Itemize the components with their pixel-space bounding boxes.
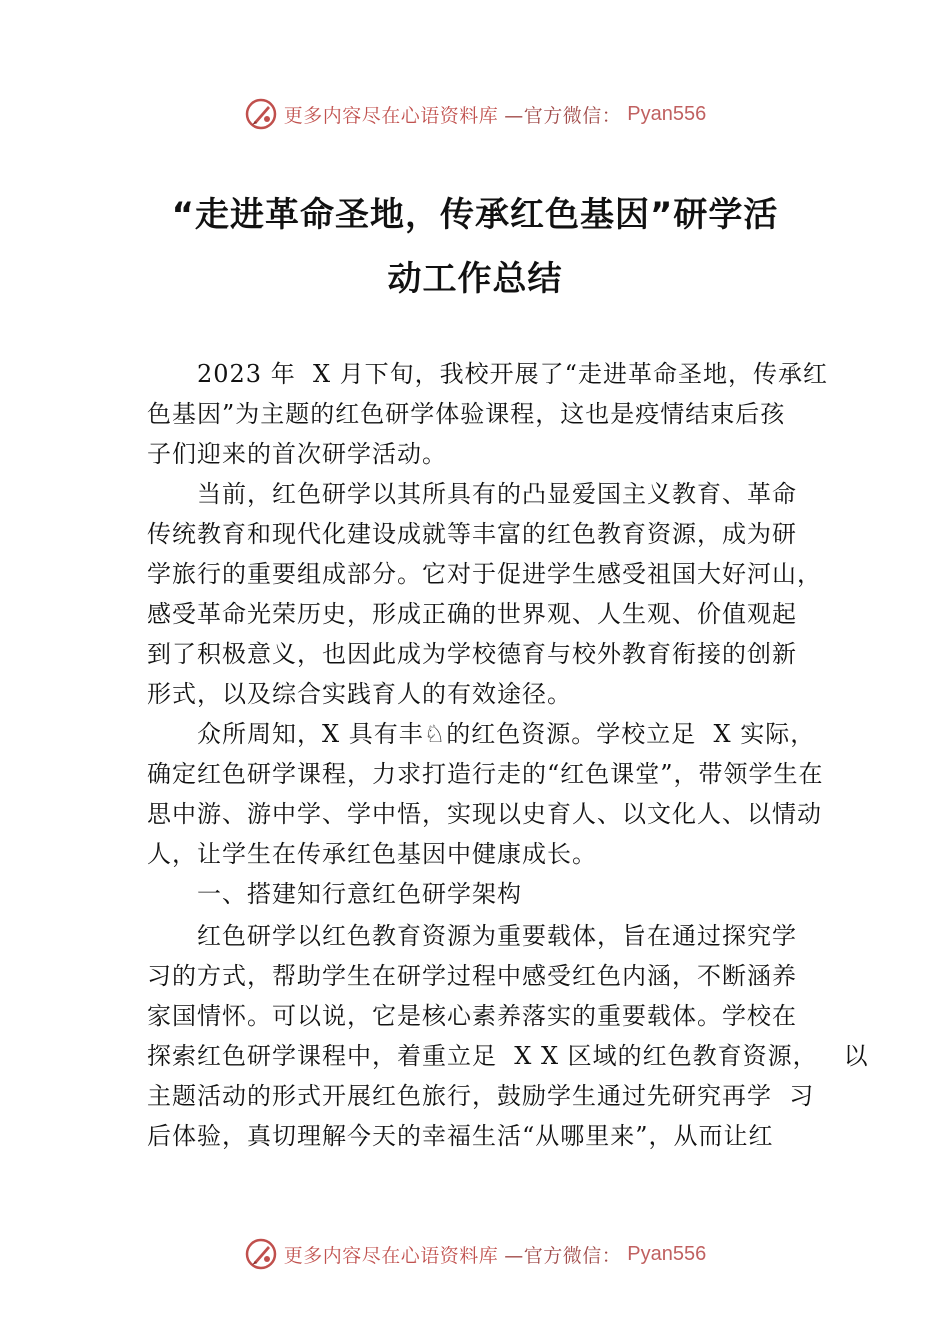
pen-logo-icon — [244, 1237, 278, 1271]
title-line-2: 动工作总结 — [387, 259, 563, 299]
body-line: 后体验，真切理解今天的幸福生活“从哪里来”，从而让红 — [147, 1122, 774, 1150]
body-line: 子们迎来的首次研学活动。 — [147, 440, 447, 468]
section-heading: 一、搭建知行意红色研学架构 — [147, 880, 522, 908]
body-line: 探索红色研学课程中，着重立足 X X 区域的红色教育资源， 以 — [147, 1042, 869, 1070]
body-line: 形式，以及综合实践育人的有效途径。 — [147, 680, 572, 708]
body-line: 确定红色研学课程，力求打造行走的“红色课堂”，带领学生在 — [147, 760, 824, 788]
watermark-brand: 更多内容尽在心语资料库 — [283, 104, 499, 127]
watermark-wechat-id: Pyan556 — [627, 102, 707, 125]
pen-logo-icon — [244, 97, 278, 131]
body-line: 感受革命光荣历史，形成正确的世界观、人生观、价值观起 — [147, 600, 797, 628]
body-line: 众所周知，X 具有丰♘的红色资源。学校立足 X 实际， — [147, 720, 816, 748]
watermark-wechat-label: —官方微信： — [504, 1244, 622, 1267]
body-line: 习的方式，帮助学生在研学过程中感受红色内涵，不断涵养 — [147, 962, 797, 990]
body-line: 当前，红色研学以其所具有的凸显爱国主义教育、革命 — [147, 480, 797, 508]
watermark-wechat-id: Pyan556 — [627, 1242, 707, 1265]
body-line: 色基因”为主题的红色研学体验课程，这也是疫情结束后孩 — [147, 400, 786, 428]
watermark-brand: 更多内容尽在心语资料库 — [283, 1244, 499, 1267]
body-line: 红色研学以红色教育资源为重要载体，旨在通过探究学 — [147, 922, 797, 950]
watermark-banner-bottom — [0, 1234, 950, 1274]
body-line: 思中游、游中学、学中悟，实现以史育人、以文化人、以情动 — [147, 800, 822, 828]
body-line: 到了积极意义，也因此成为学校德育与校外教育衔接的创新 — [147, 640, 797, 668]
title-line-1: “走进革命圣地，传承红色基因”研学活 — [171, 195, 779, 235]
body-line: 2023 年 X 月下旬，我校开展了“走进革命圣地，传承红 — [147, 360, 828, 388]
body-line: 主题活动的形式开展红色旅行，鼓励学生通过先研究再学 习 — [147, 1082, 815, 1110]
body-line: 人，让学生在传承红色基因中健康成长。 — [147, 840, 597, 868]
document-title — [140, 183, 810, 311]
body-line: 学旅行的重要组成部分。它对于促进学生感受祖国大好河山， — [147, 560, 822, 588]
body-line: 家国情怀。可以说，它是核心素养落实的重要载体。学校在 — [147, 1002, 797, 1030]
watermark-wechat-label: —官方微信： — [504, 104, 622, 127]
body-line: 传统教育和现代化建设成就等丰富的红色教育资源，成为研 — [147, 520, 797, 548]
watermark-banner-top — [0, 94, 950, 134]
